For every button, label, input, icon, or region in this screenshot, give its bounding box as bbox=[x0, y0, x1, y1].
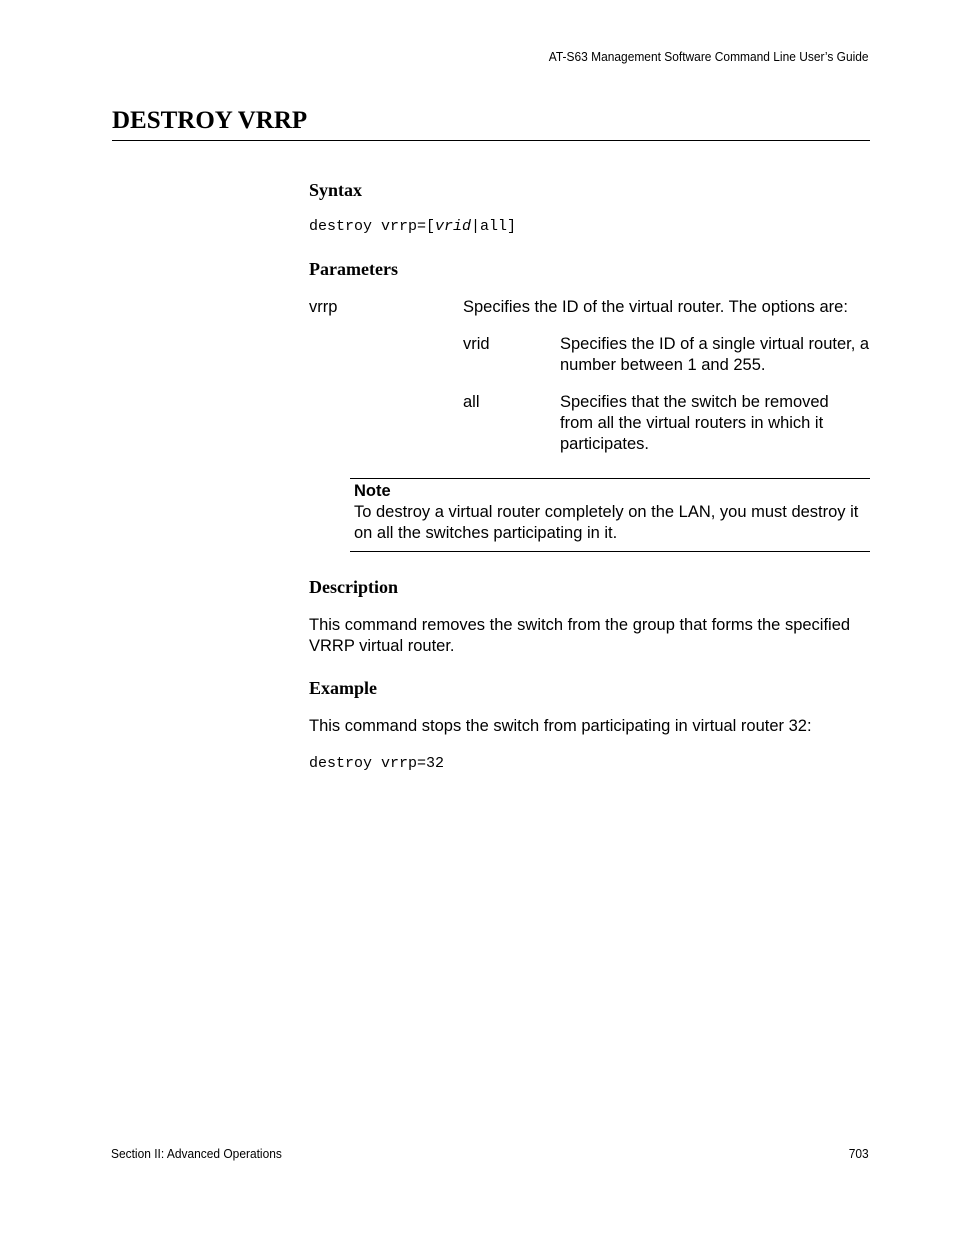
description-text: This command removes the switch from the group that forms the specified VRRP virtual router. bbox=[309, 616, 851, 655]
parameter-name: vrrp bbox=[309, 298, 338, 316]
option-description: Specifies that the switch be removed from all the virtual routers in which it participates. bbox=[560, 393, 829, 453]
parameter-description: Specifies the ID of the virtual router. The options are: bbox=[463, 298, 848, 316]
syntax-variable: vrid bbox=[435, 218, 472, 235]
page-number: 703 bbox=[849, 1146, 869, 1161]
note-bottom-rule bbox=[350, 551, 870, 552]
option-name: all bbox=[463, 393, 480, 411]
note-top-rule bbox=[350, 478, 870, 479]
footer-section: Section II: Advanced Operations bbox=[111, 1146, 282, 1161]
description-heading: Description bbox=[309, 577, 398, 597]
option-description: Specifies the ID of a single virtual router, a number between 1 and 255. bbox=[560, 335, 870, 374]
title-divider bbox=[112, 140, 870, 141]
syntax-heading: Syntax bbox=[309, 180, 363, 200]
syntax-prefix: destroy vrrp=[ bbox=[309, 218, 436, 235]
example-code: destroy vrrp=32 bbox=[309, 755, 445, 772]
note-text: To destroy a virtual router completely on the LAN, you must destroy it on all the switches participating in it. bbox=[354, 503, 859, 542]
syntax-suffix: |all] bbox=[471, 218, 517, 235]
option-name: vrid bbox=[463, 335, 490, 353]
syntax-code bbox=[309, 218, 516, 235]
note-label: Note bbox=[354, 482, 391, 500]
parameters-heading: Parameters bbox=[309, 259, 398, 279]
example-text: This command stops the switch from participating in virtual router 32: bbox=[309, 717, 812, 735]
page-title: DESTROY VRRP bbox=[112, 107, 308, 134]
example-heading: Example bbox=[309, 678, 378, 698]
running-header: AT-S63 Management Software Command Line User’s Guide bbox=[549, 49, 869, 64]
